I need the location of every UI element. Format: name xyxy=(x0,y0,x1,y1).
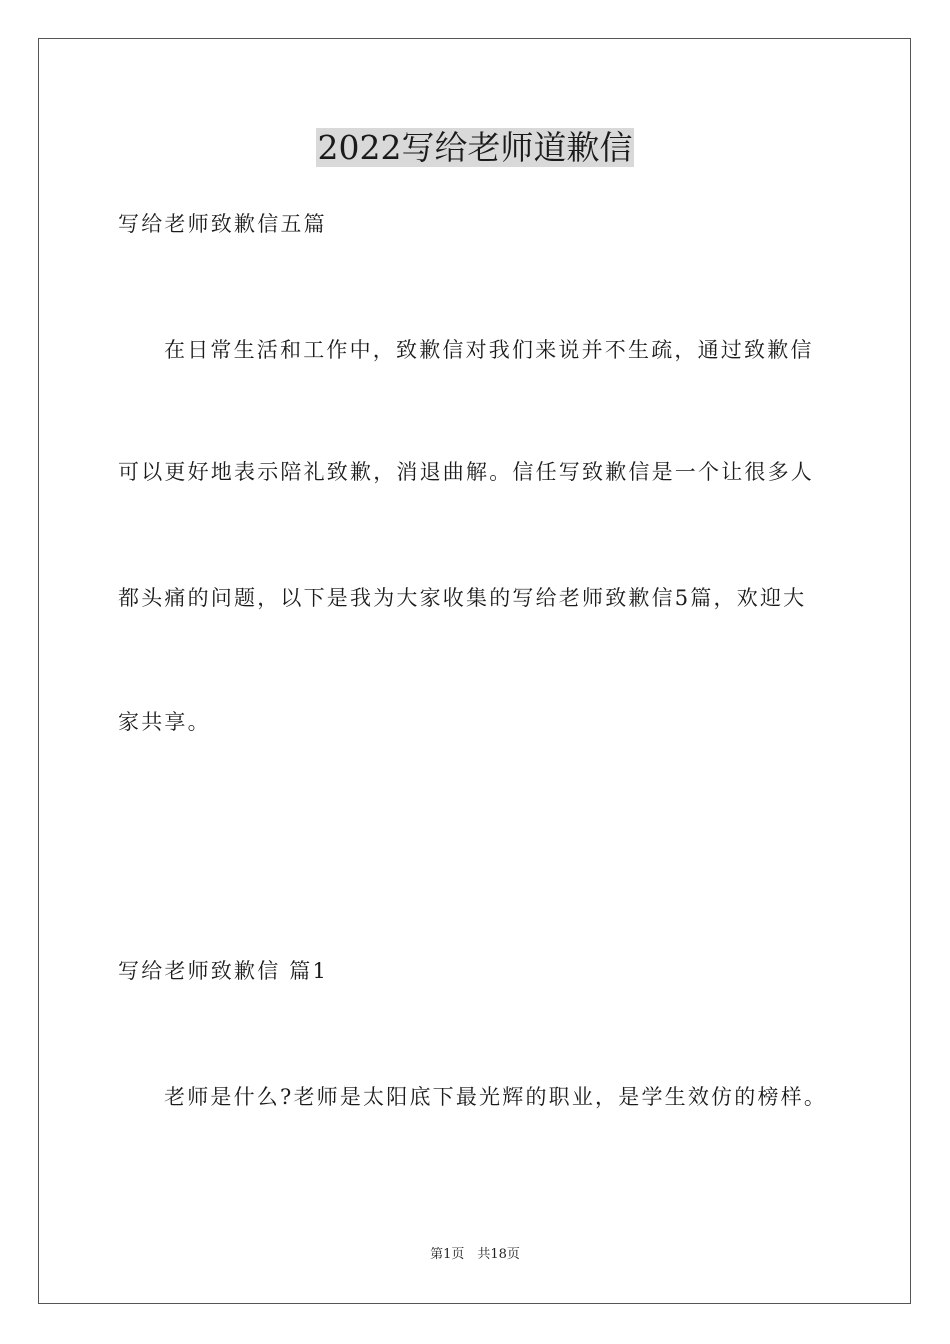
intro-line-1: 在日常生活和工作中，致歉信对我们来说并不生疏，通过致歉信 xyxy=(164,338,814,362)
document-title-text: 2022写给老师道歉信 xyxy=(317,128,633,167)
section-heading: 写给老师致歉信 篇1 xyxy=(118,959,329,983)
intro-line-3: 都头痛的问题，以下是我为大家收集的写给老师致歉信5篇，欢迎大 xyxy=(118,586,807,610)
document-title xyxy=(0,126,950,170)
intro-line-4: 家共享。 xyxy=(118,710,211,734)
section-paragraph-line: 老师是什么?老师是太阳底下最光辉的职业，是学生效仿的榜样。 xyxy=(164,1085,828,1109)
document-subtitle: 写给老师致歉信五篇 xyxy=(118,212,327,236)
page-footer: 第1页 共18页 xyxy=(430,1247,520,1262)
intro-line-2: 可以更好地表示陪礼致歉，消退曲解。信任写致歉信是一个让很多人 xyxy=(118,460,814,484)
